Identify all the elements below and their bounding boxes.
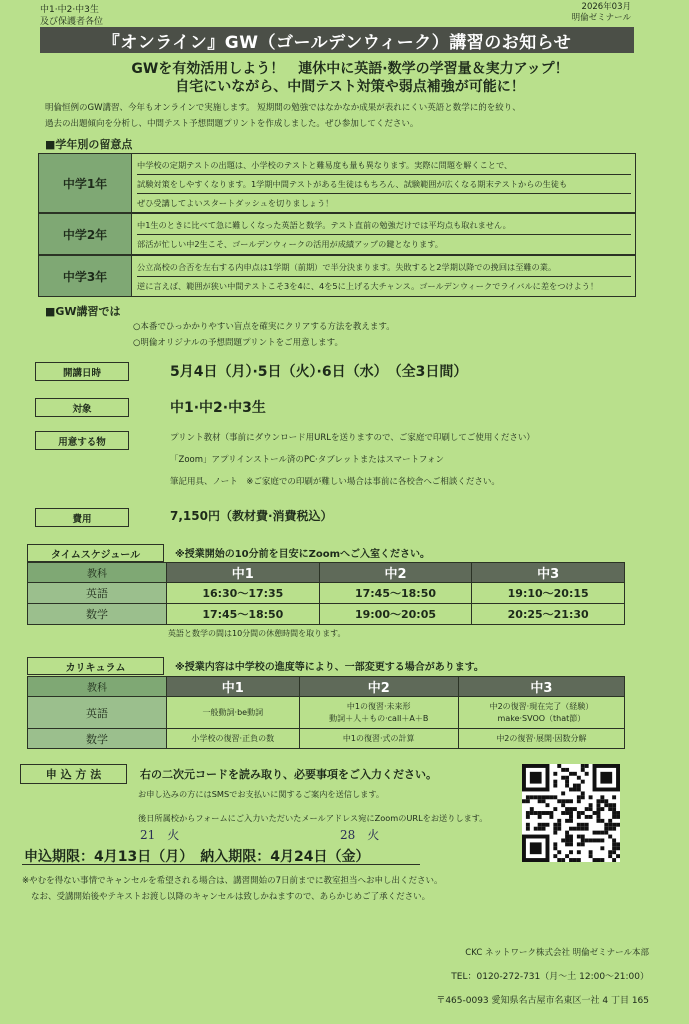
materials-item: 筆記用具、ノート ※ご家庭での印刷が難しい場合は事前に各校舎へご相談ください。 — [170, 477, 500, 487]
apply-line2: お申し込みの方にはSMSでお支払いに関するご案内を送信します。 — [138, 789, 385, 799]
org-name: 明倫ゼミナール — [571, 13, 631, 23]
target-value: 中1·中2·中3生 — [170, 400, 266, 416]
grade1-text — [137, 156, 631, 212]
gw-heading: ■GW講習では — [45, 305, 121, 318]
fee-label: 費用 — [35, 508, 129, 527]
table-header-cell: 中2 — [319, 563, 472, 583]
grade3-box — [38, 255, 636, 297]
table-header-cell: 中3 — [458, 677, 624, 697]
table-cell: 17:45～18:50 — [319, 583, 472, 604]
materials-list — [170, 427, 535, 493]
cancel-policy — [22, 873, 443, 905]
table-header-cell: 中2 — [299, 677, 458, 697]
grade3-line: 逆に言えば、範囲が狭い中間テストこそ3を4に、4を5に上げる大チャンス。ゴールデンウィークでライバルに差をつけよう！ — [137, 281, 599, 291]
grade1-box — [38, 153, 636, 213]
grade2-box — [38, 213, 636, 255]
table-cell: 中2の復習·展開·因数分解 — [458, 729, 624, 749]
table-row — [28, 729, 625, 749]
grade3-text — [137, 258, 631, 295]
audience-line2: 及び保護者各位 — [40, 17, 104, 27]
handwritten-note-1: 21 火 — [140, 828, 180, 842]
cancel-line2: なお、受講開始後やテキストお渡し以降のキャンセルは致しかねますので、あらかじめご了承ください。 — [31, 892, 431, 902]
apply-line1: 右の二次元コードを読み取り、必要事項をご入力ください。 — [140, 768, 437, 781]
table-row — [28, 677, 625, 697]
gw-bullet: ○明倫オリジナルの予想問題プリントをご用意します。 — [133, 338, 343, 348]
table-row — [28, 563, 625, 583]
grade2-text — [137, 216, 631, 253]
grade1-line: 試験対策をしやすくなります。1学期中間テストがある生徒はもちろん、試験範囲が広くなる期末テストからの生徒も — [137, 175, 631, 194]
table-cell: 英語 — [28, 583, 167, 604]
schedule-table — [27, 562, 625, 625]
table-cell: 中1の復習·式の計算 — [299, 729, 458, 749]
table-row — [28, 583, 625, 604]
table-cell: 数学 — [28, 604, 167, 625]
footer-address: 〒465-0093 愛知県名古屋市名東区一社 4 丁目 165 — [436, 996, 649, 1006]
footer-tel: TEL：0120-272-731（月～土 12:00～21:00） — [451, 972, 649, 982]
table-header-cell: 教科 — [28, 677, 167, 697]
table-header-cell: 教科 — [28, 563, 167, 583]
table-cell: 中1の復習·未来形 動詞＋人＋もの·call＋A＋B — [299, 697, 458, 729]
deadline-underline — [22, 864, 420, 865]
cancel-line1: ※やむを得ない事情でキャンセルを希望される場合は、講習開始の7日前までに教室担当へお申し出ください。 — [22, 876, 443, 886]
catch-line2: 自宅にいながら、中間テスト対策や弱点補強が可能に！ — [175, 79, 525, 95]
table-header-cell: 中1 — [167, 677, 300, 697]
catch-line1: GWを有効活用しよう！ 連休中に英語·数学の学習量＆実力アップ！ — [131, 61, 569, 77]
schedule-footnote: 英語と数学の間は10分間の休憩時間を取ります。 — [168, 629, 346, 638]
table-cell: 英語 — [28, 697, 167, 729]
grade1-line: 中学校の定期テストの出題は、小学校のテストと難易度も量も異なります。実際に問題を解くことで、 — [137, 156, 631, 175]
materials-label: 用意する物 — [35, 431, 129, 450]
curriculum-note: ※授業内容は中学校の進度等により、一部変更する場合があります。 — [175, 662, 484, 673]
materials-item: プリント教材（事前にダウンロード用URLを送りますので、ご家庭で印刷してご使用ください） — [170, 433, 535, 443]
table-cell: 17:45～18:50 — [167, 604, 320, 625]
table-cell: 19:00～20:05 — [319, 604, 472, 625]
grade1-label: 中学1年 — [39, 154, 132, 212]
audience-line1: 中1·中2·中3生 — [40, 5, 99, 15]
handwritten-note-2: 28 火 — [340, 828, 380, 842]
grade2-line: 部活が忙しい中2生こそ、ゴールデンウィークの活用が成績アップの鍵となります。 — [137, 239, 443, 249]
curriculum-title: カリキュラム — [27, 657, 164, 675]
schedule-note: ※授業開始の10分前を目安にZoomへご入室ください。 — [175, 549, 431, 560]
grade-section-heading: ■学年別の留意点 — [45, 138, 133, 151]
grade1-line: ぜひ受講してよいスタートダッシュを切りましょう！ — [137, 198, 334, 208]
intro-line1: 明倫恒例のGW講習、今年もオンラインで実施します。 短期間の勉強ではなかなか成果が表れにくい英語と数学に的を絞り、 — [45, 103, 521, 113]
gw-bullet: ○本番でひっかかりやすい盲点を確実にクリアする方法を教えます。 — [133, 322, 395, 332]
footer-company: CKC ネットワーク株式会社 明倫ゼミナール本部 — [465, 948, 649, 958]
target-label: 対象 — [35, 398, 129, 417]
deadline: 申込期限：4月13日（月） 納入期限：4月24日（金） — [24, 849, 370, 865]
page-title: 『オンライン』GW（ゴールデンウィーク）講習のお知らせ — [40, 27, 634, 53]
materials-item: 「Zoom」アプリインストール済のPC·タブレットまたはスマートフォン — [170, 455, 444, 465]
intro-line2: 過去の出題傾向を分析し、中間テスト予想問題プリントを作成しました。ぜひ参加してください。 — [45, 119, 419, 129]
header-right — [572, 2, 631, 24]
audience — [40, 4, 103, 28]
table-cell: 小学校の復習·正負の数 — [167, 729, 300, 749]
table-cell: 16:30～17:35 — [167, 583, 320, 604]
table-cell: 数学 — [28, 729, 167, 749]
qr-code[interactable] — [522, 764, 620, 862]
table-cell: 一般動詞·be動詞 — [167, 697, 300, 729]
grade2-label: 中学2年 — [39, 214, 132, 254]
apply-label: 申 込 方 法 — [20, 764, 127, 784]
table-header-cell: 中3 — [472, 563, 625, 583]
fee-value: 7,150円（教材費·消費税込） — [170, 509, 333, 523]
table-row — [28, 604, 625, 625]
dates-value: 5月4日（月）·5日（火）·6日（水） （全3日間） — [170, 364, 468, 380]
table-header-cell: 中1 — [167, 563, 320, 583]
footer — [465, 946, 649, 960]
issue-date: 2026年03月 — [581, 2, 631, 12]
table-cell: 中2の復習·現在完了（経験） make·SVOO（that節） — [458, 697, 624, 729]
table-cell: 20:25～21:30 — [472, 604, 625, 625]
curriculum-table — [27, 676, 625, 749]
table-row — [28, 697, 625, 729]
dates-label: 開講日時 — [35, 362, 129, 381]
grade3-label: 中学3年 — [39, 256, 132, 296]
table-cell: 19:10～20:15 — [472, 583, 625, 604]
grade3-line: 公立高校の合否を左右する内申点は1学期（前期）で半分決まります。失敗すると2学期以降での挽回は至難の業。 — [137, 258, 631, 277]
schedule-title: タイムスケジュール — [27, 544, 164, 562]
apply-line3: 後日所属校からフォームにご入力いただいたメールアドレス宛にZoomのURLをお送りします。 — [138, 813, 488, 823]
grade2-line: 中1生のときに比べて急に難しくなった英語と数学。テスト直前の勉強だけでは平均点も取れません。 — [137, 216, 631, 235]
qr-code-image — [522, 764, 620, 862]
